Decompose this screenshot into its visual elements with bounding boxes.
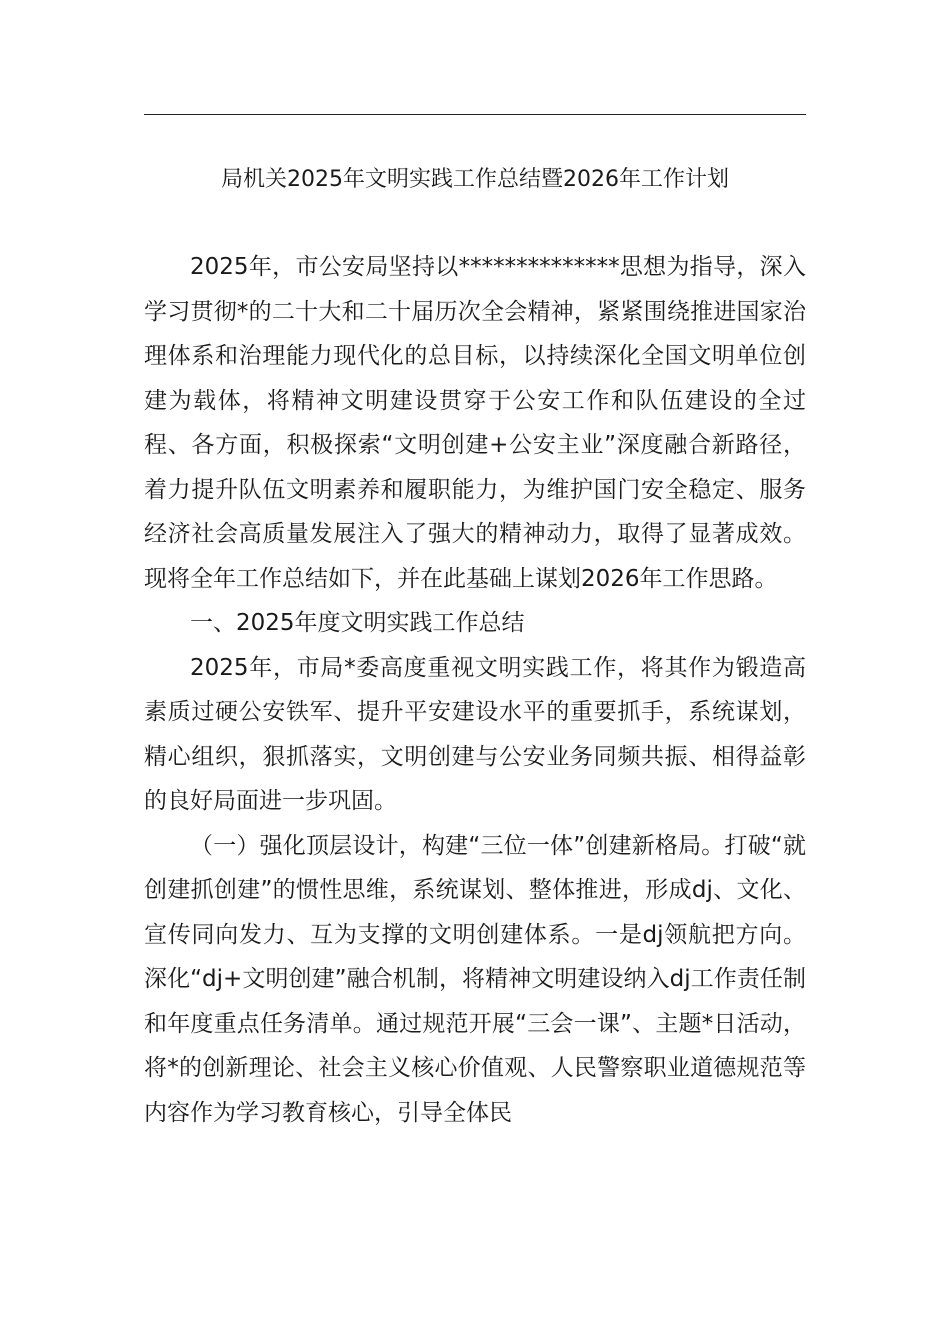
header-rule [144,114,806,115]
document-body [144,245,806,1135]
section-intro-paragraph: 2025年，市局*委高度重视文明实践工作，将其作为锻造高素质过硬公安铁军、提升平安建设水平的重要抓手，系统谋划，精心组织，狠抓落实，文明创建与公安业务同频共振、相得益彰的良好局面进一步巩固。 [144,654,806,814]
document-title: 局机关2025年文明实践工作总结暨2026年工作计划 [221,167,729,192]
section-heading: 一、2025年度文明实践工作总结 [190,610,525,636]
intro-paragraph: 2025年，市公安局坚持以**************思想为指导，深入学习贯彻*的二十大和二十届历次全会精神，紧紧围绕推进国家治理体系和治理能力现代化的总目标，以持续深化全国文明单位创建为载体，将精神文明建设贯穿于公安工作和队伍建设的全过程、各方面，积极探索“文明创建+公安主业”深度融合新路径，着力提升队伍文明素养和履职能力，为维护国门安全稳定、服务经济社会高质量发展注入了强大的精神动力，取得了显著成效。现将全年工作总结如下，并在此基础上谋划2026年工作思路。 [144,254,806,592]
subsection-paragraph: （一）强化顶层设计，构建“三位一体”创建新格局。打破“就创建抓创建”的惯性思维，系统谋划、整体推进，形成dj、文化、宣传同向发力、互为支撑的文明创建体系。一是dj领航把方向。深化“dj+文明创建”融合机制，将精神文明建设纳入dj工作责任制和年度重点任务清单。通过规范开展“三会一课”、主题*日活动，将*的创新理论、社会主义核心价值观、人民警察职业道德规范等内容作为学习教育核心，引导全体民 [144,832,806,1126]
